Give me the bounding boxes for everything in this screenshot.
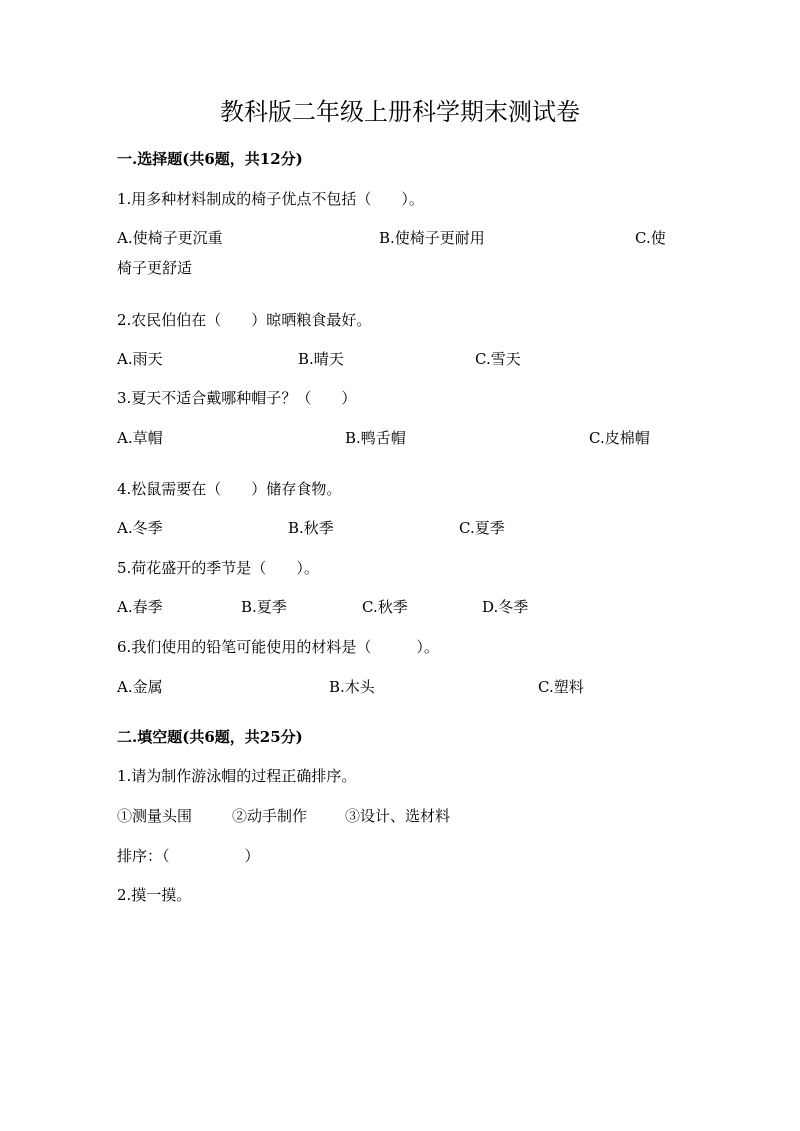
question-1-option-a: A.使椅子更沉重 xyxy=(117,229,223,247)
fill-question-1-answer-line: 排序：（ ） xyxy=(117,847,260,865)
question-3-option-b: B.鸭舌帽 xyxy=(345,429,406,447)
fill-question-1-step-2: ②动手制作 xyxy=(232,807,308,825)
question-3-option-c: C.皮棉帽 xyxy=(589,429,650,447)
question-2-stem: 2.农民伯伯在（ ）晾晒粮食最好。 xyxy=(117,311,372,329)
question-3-option-a: A.草帽 xyxy=(117,429,163,447)
question-4-option-c: C.夏季 xyxy=(459,519,505,537)
question-5-stem: 5.荷花盛开的季节是（ ）。 xyxy=(117,559,319,577)
section-heading-choice: 一.选择题(共6题，共12分) xyxy=(117,150,303,168)
question-1-option-c-wrap: 椅子更舒适 xyxy=(117,259,193,277)
question-3-stem: 3.夏天不适合戴哪种帽子？（ ） xyxy=(117,389,357,407)
question-6-option-c: C.塑料 xyxy=(538,678,584,696)
fill-question-1-step-1: ①测量头围 xyxy=(117,807,193,825)
question-1-stem: 1.用多种材料制成的椅子优点不包括（ ）。 xyxy=(117,190,424,208)
question-2-option-c: C.雪天 xyxy=(475,350,521,368)
question-6-option-a: A.金属 xyxy=(117,678,163,696)
question-5-option-c: C.秋季 xyxy=(362,598,408,616)
question-1-option-b: B.使椅子更耐用 xyxy=(379,229,485,247)
question-6-option-b: B.木头 xyxy=(329,678,375,696)
question-6-stem: 6.我们使用的铅笔可能使用的材料是（ ）。 xyxy=(117,638,439,656)
question-4-option-b: B.秋季 xyxy=(288,519,334,537)
page-title: 教科版二年级上册科学期末测试卷 xyxy=(220,98,580,126)
question-4-option-a: A.冬季 xyxy=(117,519,163,537)
question-5-option-d: D.冬季 xyxy=(482,598,529,616)
fill-question-1-stem: 1.请为制作游泳帽的过程正确排序。 xyxy=(117,767,357,785)
fill-question-1-step-3: ③设计、选材料 xyxy=(345,807,451,825)
question-4-stem: 4.松鼠需要在（ ）储存食物。 xyxy=(117,480,342,498)
question-5-option-a: A.春季 xyxy=(117,598,163,616)
section-heading-fill-blank: 二.填空题(共6题，共25分) xyxy=(117,728,303,746)
question-2-option-b: B.晴天 xyxy=(298,350,344,368)
question-1-option-c: C.使 xyxy=(635,229,666,247)
question-5-option-b: B.夏季 xyxy=(241,598,287,616)
fill-question-2-stem: 2.摸一摸。 xyxy=(117,886,192,904)
question-2-option-a: A.雨天 xyxy=(117,350,163,368)
